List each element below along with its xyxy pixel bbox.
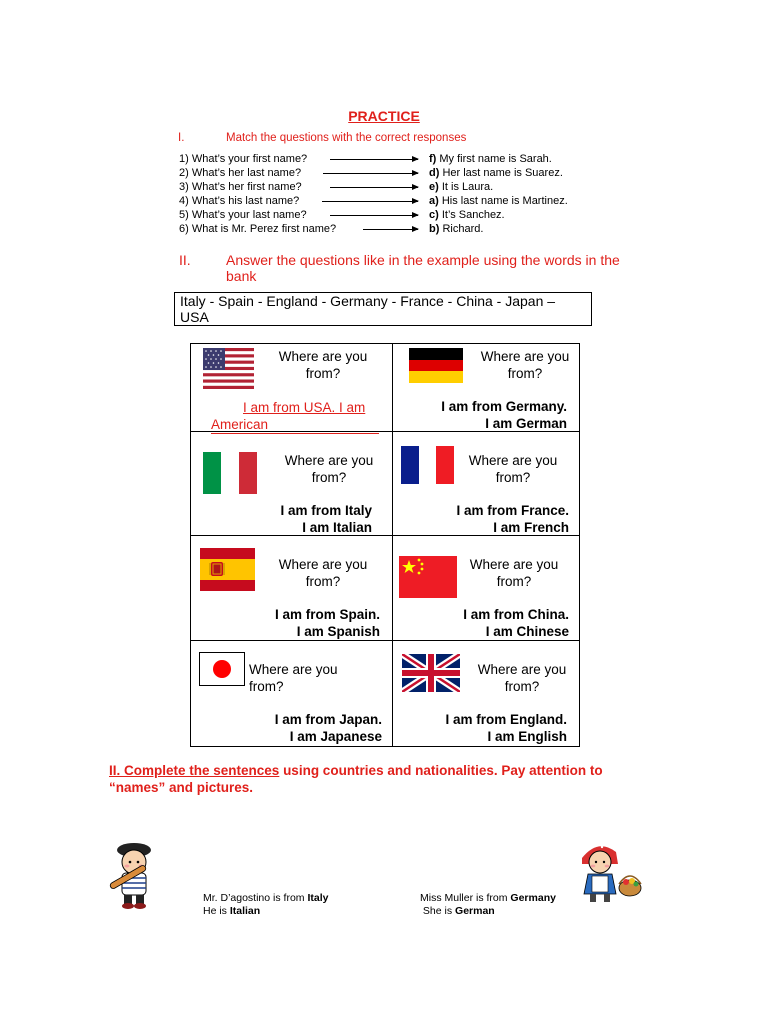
uk-flag-icon xyxy=(402,654,460,692)
grid-cell xyxy=(393,641,579,746)
match-question: 4) What’s his last name? xyxy=(179,195,300,207)
match-question: 2) What’s her last name? xyxy=(179,167,302,179)
baker-boy-icon xyxy=(104,840,160,910)
example-answer xyxy=(211,399,387,434)
match-arrow xyxy=(330,215,418,216)
sentence-line: She is German xyxy=(420,905,495,917)
match-answer: e) It is Laura. xyxy=(429,181,494,193)
cell-answer: I am from Germany. I am German xyxy=(441,399,567,431)
grid-cell xyxy=(191,641,392,746)
usa-flag-icon xyxy=(203,348,254,389)
cell-question: Where are you from? xyxy=(469,557,559,589)
france-flag-icon xyxy=(401,446,454,484)
match-question: 1) What’s your first name? xyxy=(179,153,308,165)
cell-answer: I am from Japan. I am Japanese xyxy=(274,712,382,744)
section3-heading-rest: using countries and nationalities. Pay attention to “names” and pictures. xyxy=(109,763,603,795)
match-arrow xyxy=(322,201,418,202)
grid-cell xyxy=(393,344,579,431)
match-answer: a) His last name is Martinez. xyxy=(429,195,568,207)
match-arrow xyxy=(323,173,418,174)
match-answer: c) It’s Sanchez. xyxy=(429,209,505,221)
example-answer-line2: American xyxy=(211,416,379,434)
sentence-line: Miss Muller is from Germany xyxy=(420,892,556,904)
cell-answer: I am from Italy I am Italian xyxy=(280,503,372,535)
cell-question: Where are you from? xyxy=(278,557,368,589)
sentence-line: Mr. D’agostino is from Italy xyxy=(203,892,329,904)
spain-flag-icon xyxy=(200,548,255,591)
sentence-line: He is Italian xyxy=(203,905,261,917)
match-question: 5) What’s your last name? xyxy=(179,209,307,221)
girl-basket-icon xyxy=(574,838,644,906)
match-question: 3) What’s her first name? xyxy=(179,181,302,193)
cell-question: Where are you from? xyxy=(468,453,558,485)
match-answer: b) Richard. xyxy=(429,223,484,235)
grid-cell xyxy=(191,536,392,640)
word-bank: Italy - Spain - England - Germany - France - China - Japan – USA xyxy=(174,292,592,326)
section2-number: II. xyxy=(179,252,191,268)
cell-question: Where are you from? xyxy=(284,453,374,485)
flags-grid xyxy=(190,343,580,747)
japan-flag-icon xyxy=(199,652,245,686)
cell-answer: I am from Spain. I am Spanish xyxy=(274,607,380,639)
grid-cell xyxy=(191,432,392,535)
section1-number: I. xyxy=(178,132,185,144)
page-title: PRACTICE xyxy=(348,108,420,124)
grid-cell xyxy=(393,432,579,535)
sentence-block xyxy=(203,892,328,918)
cell-question: Where are you from? xyxy=(477,662,567,694)
italy-flag-icon xyxy=(203,452,257,494)
cell-question: Where are you from? xyxy=(278,349,368,381)
sentence-block xyxy=(420,892,556,918)
cell-answer: I am from China. I am Chinese xyxy=(463,607,569,639)
china-flag-icon xyxy=(399,556,457,598)
match-question: 6) What is Mr. Perez first name? xyxy=(179,223,337,235)
germany-flag-icon xyxy=(409,348,463,383)
cell-answer: I am from England. I am English xyxy=(445,712,567,744)
cell-question: Where are you from? xyxy=(249,662,338,694)
match-arrow xyxy=(330,159,418,160)
match-answer: d) Her last name is Suarez. xyxy=(429,167,563,179)
grid-cell xyxy=(393,536,579,640)
match-arrow xyxy=(363,229,418,230)
section3-heading xyxy=(109,762,629,796)
match-answer: f) My first name is Sarah. xyxy=(429,153,552,165)
section2-instruction: Answer the questions like in the example using the words in the bank xyxy=(226,252,620,284)
example-answer-line1: I am from USA. I am xyxy=(243,400,366,415)
cell-answer: I am from France. I am French xyxy=(456,503,569,535)
section1-instruction: Match the questions with the correct responses xyxy=(226,132,467,144)
section3-heading-underlined: II. Complete the sentences xyxy=(109,763,280,778)
cell-question: Where are you from? xyxy=(480,349,570,381)
match-arrow xyxy=(330,187,418,188)
grid-cell xyxy=(191,344,392,431)
